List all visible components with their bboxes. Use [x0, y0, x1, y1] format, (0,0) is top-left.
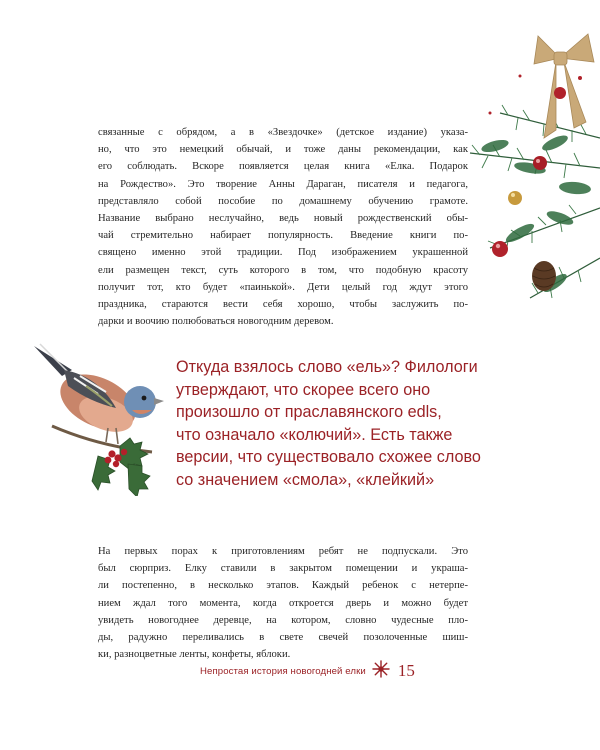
text-line: на Рождество». Это творение Анны Дараган, писателя и педагога,	[98, 178, 468, 190]
quote-line: что означало «колючий». Есть также	[176, 425, 453, 444]
quote-line: со значением «смола», «клейкий»	[176, 470, 435, 489]
text-line: увидеть новогоднее деревце, на котором, словно чудесные пло-	[98, 614, 468, 626]
running-title: Непростая история новогодней елки	[200, 665, 366, 677]
quote-line: версии, что существовало схожее слово	[176, 448, 481, 467]
text-line: праздника, стараются вести себя хорошо, чтобы заслужить по-	[98, 299, 468, 311]
fir-branch-with-bow-icon	[460, 18, 600, 318]
page-number: 15	[397, 661, 415, 680]
text-line: но, что это немецкий обычай, и тоже даны рекомендации, как	[98, 144, 468, 156]
text-line: связанные с обрядом, а в «Звездочке» (детское издание) указа-	[98, 127, 468, 138]
text-line: На первых порах к приготовлениям ребят не подпускали. Это	[98, 546, 468, 557]
text-line: ели размещен текст, суть которого в том, что подобную красоту	[98, 264, 468, 276]
text-line: нием ждал того момента, когда откроется дверь и можно будет	[98, 597, 468, 609]
text-line: был сюрприз. Елку ставили в закрытом помещении и украша-	[98, 563, 468, 575]
quote-line: утверждают, что скорее всего оно	[176, 380, 431, 399]
text-line: священо именно этой традиции. Под изображением украшенной	[98, 247, 468, 259]
text-line: его соблюдать. Вскоре появляется целая книга «Елка. Подарок	[98, 161, 468, 173]
text-line: дарки и воочию полюбоваться новогодним деревом.	[98, 316, 334, 328]
quote-line: произошло от праславянского edls,	[176, 403, 442, 422]
page-footer	[200, 660, 415, 682]
body-paragraph-1	[98, 124, 468, 330]
star-ornament-icon	[372, 660, 390, 683]
text-line: получит тот, кто будет «паинькой». Дети целый год ждут этого	[98, 281, 468, 293]
text-line: ки, разноцветные ленты, конфеты, яблоки.	[98, 649, 291, 661]
text-line: чай стремительно набирает популярность. Введение книги по-	[98, 230, 468, 242]
text-line: представляло собой пособие по домашнему обучению грамоте.	[98, 195, 468, 207]
text-line: ли постепенно, в несколько этапов. Каждый ребенок с нетерпе-	[98, 580, 468, 592]
text-line: Название выбрано неслучайно, ведь новый рождественский обы-	[98, 213, 468, 225]
pull-quote	[176, 356, 481, 492]
quote-line: Откуда взялось слово «ель»? Филологи	[176, 358, 478, 376]
text-line: ды, радужно переливались в свете свечей позолоченные шиш-	[98, 632, 468, 644]
body-paragraph-2	[98, 543, 468, 663]
bullfinch-on-holly-icon	[28, 336, 176, 496]
